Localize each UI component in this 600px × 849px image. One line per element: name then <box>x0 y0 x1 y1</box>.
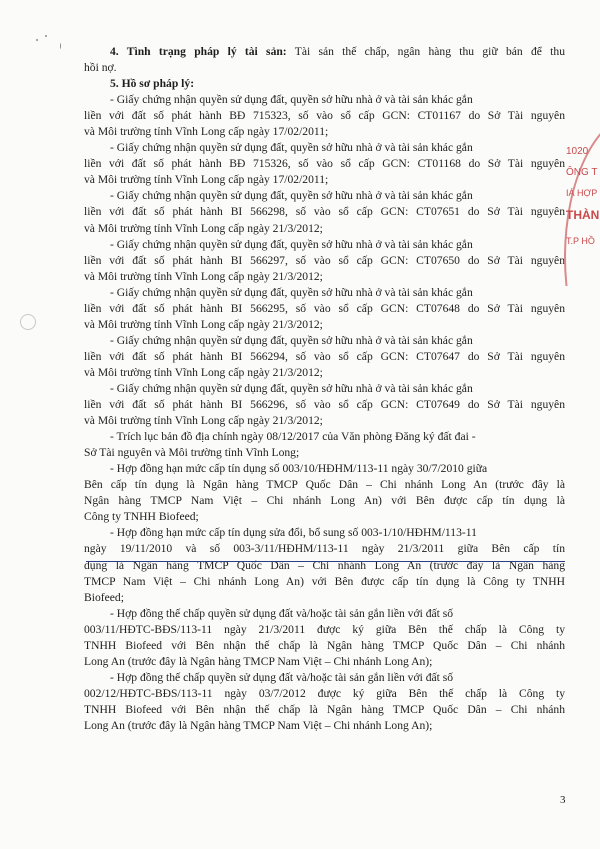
body-line: TMCP Nam Việt – Chi nhánh Long An) với Bên được cấp tín dụng là Công ty TNHH <box>84 574 565 588</box>
body-line: và Môi trường tỉnh Vĩnh Long cấp ngày 17/02/2011; <box>84 173 329 187</box>
body-line: - Giấy chứng nhận quyền sử dụng đất, quyền sở hữu nhà ở và tài sản khác gắn <box>110 189 473 203</box>
red-seal-stamp <box>562 126 600 286</box>
body-line: - Giấy chứng nhận quyền sử dụng đất, quyền sở hữu nhà ở và tài sản khác gắn <box>110 93 473 107</box>
body-line: - Giấy chứng nhận quyền sử dụng đất, quyền sở hữu nhà ở và tài sản khác gắn <box>110 237 473 251</box>
seal-text-fragment: 1020 <box>566 146 589 157</box>
seal-text-fragment: ÔNG T <box>566 167 598 178</box>
body-line: liền với đất số phát hành BĐ 715323, số vào sổ cấp GCN: CT01167 do Sở Tài nguyên <box>84 109 565 123</box>
body-line: liền với đất số phát hành BI 566297, số vào sổ cấp GCN: CT07650 do Sở Tài nguyên <box>84 253 565 267</box>
body-line: - Hợp đồng hạn mức cấp tín dụng số 003/10/HĐHM/113-11 ngày 30/7/2010 giữa <box>110 462 488 476</box>
body-line: và Môi trường tỉnh Vĩnh Long cấp ngày 21/3/2012; <box>84 317 323 331</box>
seal-ring <box>564 126 600 286</box>
document-body <box>84 44 565 734</box>
body-line: và Môi trường tỉnh Vĩnh Long cấp ngày 21/3/2012; <box>84 221 323 235</box>
legal-documents-list <box>84 92 565 734</box>
body-line: - Hợp đồng hạn mức cấp tín dụng sửa đổi, bổ sung số 003-1/10/HĐHM/113-11 <box>110 526 477 540</box>
seal-text-fragment: THÀN <box>566 208 600 222</box>
body-line: ngày 19/11/2010 và số 003-3/11/HĐHM/113-11 ngày 21/3/2011 giữa Bên cấp tín <box>84 542 565 556</box>
section-4-line-2: hồi nợ. <box>84 61 117 75</box>
strike-through-line <box>86 561 565 562</box>
body-line: liền với đất số phát hành BI 566298, số vào sổ cấp GCN: CT07651 do Sở Tài nguyên <box>84 205 565 219</box>
body-line: Ngân hàng TMCP Nam Việt – Chi nhánh Long An) với Bên được cấp tín dụng là <box>84 494 565 508</box>
body-line: Long An (trước đây là Ngân hàng TMCP Nam Việt – Chi nhánh Long An); <box>84 654 433 668</box>
body-line: Long An (trước đây là Ngân hàng TMCP Nam Việt – Chi nhánh Long An); <box>84 718 433 732</box>
body-line: TNHH Biofeed với Bên nhận thế chấp là Ngân hàng TMCP Quốc Dân – Chi nhánh <box>84 638 565 652</box>
section-4-text: Tài sản thế chấp, ngân hàng thu giữ bán để thu <box>286 45 565 58</box>
body-line: dụng là Ngân hàng TMCP Quốc Dân – Chi nhánh Long An (trước đây là Ngân hàng <box>84 558 565 572</box>
section-4-line-1 <box>84 44 565 60</box>
body-line: và Môi trường tỉnh Vĩnh Long cấp ngày 21/3/2012; <box>84 414 323 428</box>
body-line: và Môi trường tỉnh Vĩnh Long cấp ngày 21/3/2012; <box>84 269 323 283</box>
body-line: - Giấy chứng nhận quyền sử dụng đất, quyền sở hữu nhà ở và tài sản khác gắn <box>110 333 473 347</box>
body-line: - Giấy chứng nhận quyền sử dụng đất, quyền sở hữu nhà ở và tài sản khác gắn <box>110 381 473 395</box>
body-line: liền với đất số phát hành BĐ 715326, số vào sổ cấp GCN: CT01168 do Sở Tài nguyên <box>84 157 565 171</box>
body-line: 002/12/HĐTC-BĐS/113-11 ngày 03/7/2012 được ký giữa Bên thế chấp là Công ty <box>84 686 565 700</box>
body-line: - Giấy chứng nhận quyền sử dụng đất, quyền sở hữu nhà ở và tài sản khác gắn <box>110 285 473 299</box>
body-line: TNHH Biofeed với Bên nhận thế chấp là Ngân hàng TMCP Quốc Dân – Chi nhánh <box>84 702 565 716</box>
scan-speck <box>60 43 61 49</box>
body-line: Công ty TNHH Biofeed; <box>84 510 199 524</box>
body-line: - Giấy chứng nhận quyền sử dụng đất, quyền sở hữu nhà ở và tài sản khác gắn <box>110 141 473 155</box>
body-line: và Môi trường tỉnh Vĩnh Long cấp ngày 17/02/2011; <box>84 125 329 139</box>
body-line: Bên cấp tín dụng là Ngân hàng TMCP Quốc Dân – Chi nhánh Long An (trước đây là <box>84 478 565 492</box>
body-line: 003/11/HĐTC-BĐS/113-11 ngày 21/3/2011 được ký giữa Bên thế chấp là Công ty <box>84 622 565 636</box>
body-line: - Hợp đồng thế chấp quyền sử dụng đất và/hoặc tài sản gắn liền với đất số <box>110 670 454 684</box>
body-line: liền với đất số phát hành BI 566294, số vào sổ cấp GCN: CT07647 do Sở Tài nguyên <box>84 349 565 363</box>
body-line: liền với đất số phát hành BI 566296, số vào sổ cấp GCN: CT07649 do Sở Tài nguyên <box>84 398 565 412</box>
body-line: - Hợp đồng thế chấp quyền sử dụng đất và/hoặc tài sản gắn liền với đất số <box>110 606 454 620</box>
section-5-title: 5. Hồ sơ pháp lý: <box>110 77 195 91</box>
scan-speck <box>36 39 38 41</box>
body-line: Biofeed; <box>84 590 124 604</box>
page-number: 3 <box>560 794 566 806</box>
seal-text-fragment: IÁ HỢP <box>566 188 598 198</box>
section-4-title: 4. Tình trạng pháp lý tài sản: <box>110 45 287 58</box>
body-line: Sở Tài nguyên và Môi trường tỉnh Vĩnh Long; <box>84 446 300 460</box>
body-line: - Trích lục bản đồ địa chính ngày 08/12/2017 của Văn phòng Đăng ký đất đai - <box>110 430 476 444</box>
body-line: và Môi trường tỉnh Vĩnh Long cấp ngày 21/3/2012; <box>84 365 323 379</box>
seal-text-fragment: T.P HỒ <box>566 236 595 246</box>
punch-hole <box>20 314 36 330</box>
body-line: liền với đất số phát hành BI 566295, số vào sổ cấp GCN: CT07648 do Sở Tài nguyên <box>84 301 565 315</box>
scan-speck <box>45 35 47 37</box>
